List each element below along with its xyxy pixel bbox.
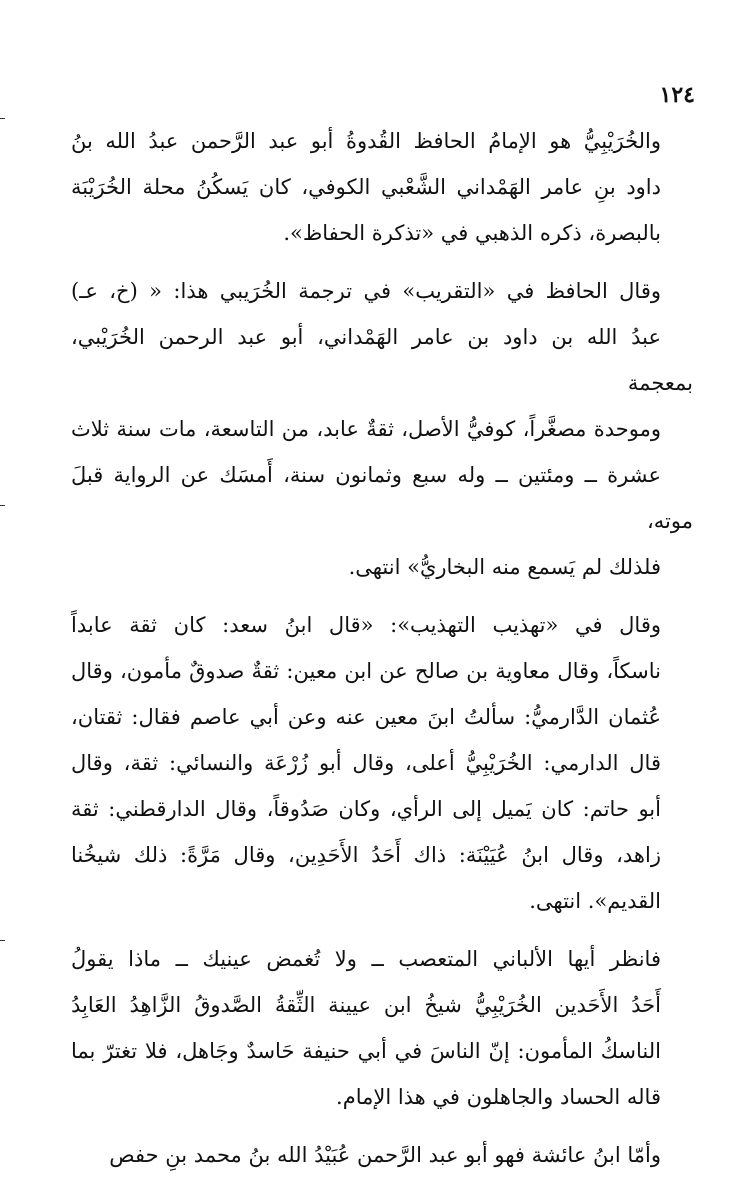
text-line: الناسكُ المأمون: إنّ الناسَ في أبي حنيفة حَاسدٌ وجَاهل، فلا تغترّ بما bbox=[71, 1039, 661, 1063]
text-line: ناسكاً، وقال معاوية بن صالح عن ابن معين: ثقةٌ صدوقٌ مأمون، وقال bbox=[71, 659, 661, 683]
text-line: القديم». انتهى. bbox=[529, 889, 661, 913]
margin-tick bbox=[0, 118, 5, 119]
text-line: عشرة ــ ومئتين ــ وله سبع وثمانون سنة، أَمسَك عن الرواية قبلَ موته، bbox=[71, 463, 693, 533]
text-line: وقال في «تهذيب التهذيب»: «قال ابنُ سعد: كان ثقة عابداً bbox=[71, 613, 661, 637]
text-line: أَحَدُ الأَحَدين الخُرَيْبِيُّ شيخُ ابن عيينة الثِّقةُ الصَّدوقُ الزَّاهِدُ العَابِدُ bbox=[71, 993, 661, 1017]
text-line: قاله الحساد والجاهلون في هذا الإمام. bbox=[336, 1085, 661, 1109]
text-line: بالبصرة، ذكره الذهبي في «تذكرة الحفاظ». bbox=[283, 221, 661, 245]
paragraph bbox=[71, 602, 693, 924]
paragraph bbox=[71, 268, 693, 590]
page-number: ١٢٤ bbox=[659, 82, 695, 108]
text-line: فانظر أيها الألباني المتعصب ــ ولا تُغمض عينيك ــ ماذا يقولُ bbox=[71, 947, 661, 971]
text-line: وأمّا ابنُ عائشة فهو أبو عبد الرَّحمن عُبَيْدُ الله بنُ محمد بنِ حفص bbox=[109, 1143, 661, 1167]
margin-tick bbox=[0, 505, 5, 506]
text-line: أبو حاتم: كان يَميل إلى الرأي، وكان صَدُوقاً، وقال الدارقطني: ثقة bbox=[71, 797, 661, 821]
text-line: داود بنِ عامر الهَمْداني الشَّعْبي الكوفي، كان يَسكُنُ محلة الخُرَيْبَة bbox=[71, 175, 661, 199]
paragraph bbox=[71, 936, 693, 1120]
margin-tick bbox=[0, 940, 5, 941]
text-body bbox=[71, 118, 693, 1190]
text-line: والخُرَيْبِيُّ هو الإمامُ الحافظ القُدوةُ أبو عبد الرَّحمن عبدُ الله بنُ bbox=[71, 129, 661, 153]
text-line: وموحدة مصغَّراً، كوفيُّ الأصل، ثقةٌ عابد، من التاسعة، مات سنة ثلاث bbox=[71, 417, 661, 441]
text-line: عُثمان الدَّارميُّ: سألتُ ابنَ معين عنه وعن أبي عاصم فقال: ثقتان، bbox=[71, 705, 661, 729]
paragraph bbox=[71, 1132, 693, 1178]
text-line: وقال الحافظ في «التقريب» في ترجمة الخُرَيبي هذا: « (خ، عـ) bbox=[71, 279, 661, 303]
text-line: عبدُ الله بن داود بن عامر الهَمْداني، أبو عبد الرحمن الخُرَيْبي، بمعجمة bbox=[71, 325, 693, 395]
text-line: قال الدارمي: الخُرَيْبِيُّ أعلى، وقال أبو زُرْعَة والنسائي: ثقة، وقال bbox=[71, 751, 661, 775]
text-line: فلذلك لم يَسمع منه البخاريُّ» انتهى. bbox=[348, 555, 661, 579]
paragraph bbox=[71, 118, 693, 256]
text-line: زاهد، وقال ابنُ عُيَيْنَة: ذاك أَحَدُ الأَحَدِين، وقال مَرَّةً: ذلك شيخُنا bbox=[71, 843, 661, 867]
